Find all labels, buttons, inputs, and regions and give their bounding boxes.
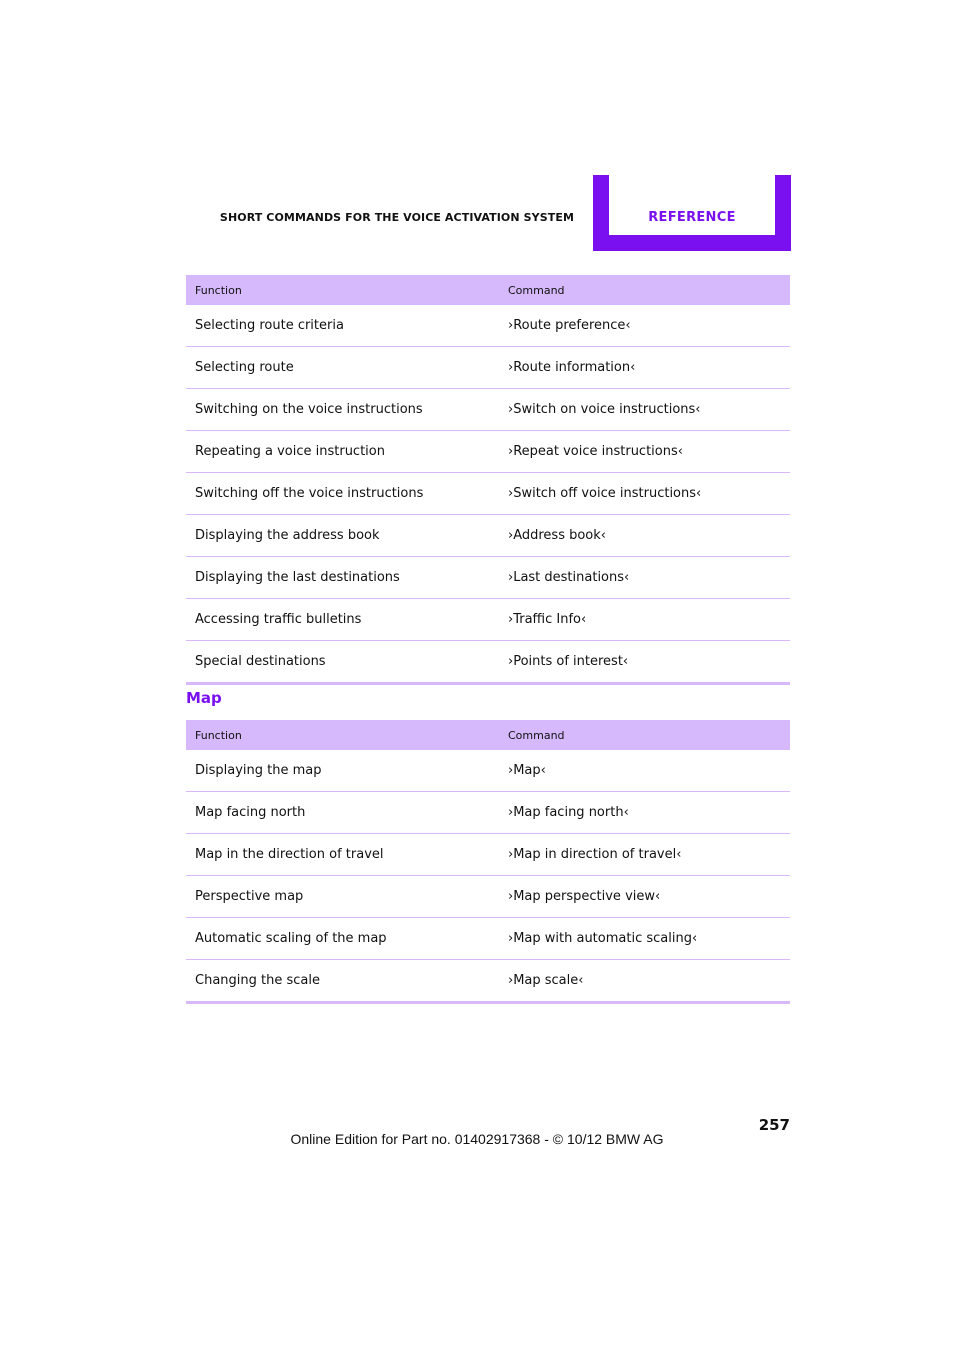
table-row [186, 305, 790, 347]
command-cell: ›Map in direction of travel‹ [499, 834, 790, 876]
command-cell: ›Points of interest‹ [499, 641, 790, 684]
section-tab-inner [609, 175, 775, 235]
command-cell: ›Map with automatic scaling‹ [499, 918, 790, 960]
table-row [186, 918, 790, 960]
navigation-commands-table [186, 275, 790, 685]
command-cell: ›Map perspective view‹ [499, 876, 790, 918]
command-cell: ›Traffic Info‹ [499, 599, 790, 641]
function-cell: Selecting route [186, 347, 499, 389]
section-tab-label: REFERENCE [648, 210, 736, 225]
command-cell: ›Switch on voice instructions‹ [499, 389, 790, 431]
command-cell: ›Map‹ [499, 750, 790, 792]
table-row [186, 750, 790, 792]
map-commands-table [186, 720, 790, 1004]
function-cell: Repeating a voice instruction [186, 431, 499, 473]
table-row [186, 557, 790, 599]
command-cell: ›Route preference‹ [499, 305, 790, 347]
table-header-row [186, 720, 790, 750]
command-cell: ›Repeat voice instructions‹ [499, 431, 790, 473]
function-cell: Changing the scale [186, 960, 499, 1003]
column-header-command: Command [499, 720, 790, 750]
command-cell: ›Route information‹ [499, 347, 790, 389]
table-row [186, 834, 790, 876]
function-cell: Perspective map [186, 876, 499, 918]
table-row [186, 876, 790, 918]
table-row [186, 792, 790, 834]
function-cell: Automatic scaling of the map [186, 918, 499, 960]
function-cell: Displaying the address book [186, 515, 499, 557]
table-row [186, 641, 790, 684]
command-cell: ›Switch off voice instructions‹ [499, 473, 790, 515]
function-cell: Switching off the voice instructions [186, 473, 499, 515]
section-title-map: Map [186, 689, 222, 707]
function-cell: Displaying the last destinations [186, 557, 499, 599]
function-cell: Accessing traffic bulletins [186, 599, 499, 641]
section-tab [593, 175, 791, 251]
table-row [186, 431, 790, 473]
table-row [186, 389, 790, 431]
function-cell: Selecting route criteria [186, 305, 499, 347]
function-cell: Map facing north [186, 792, 499, 834]
table-header-row [186, 275, 790, 305]
column-header-command: Command [499, 275, 790, 305]
command-cell: ›Map scale‹ [499, 960, 790, 1003]
running-title: SHORT COMMANDS FOR THE VOICE ACTIVATION SYSTEM [219, 211, 574, 224]
function-cell: Special destinations [186, 641, 499, 684]
table-row [186, 960, 790, 1003]
function-cell: Displaying the map [186, 750, 499, 792]
command-cell: ›Last destinations‹ [499, 557, 790, 599]
table-row [186, 347, 790, 389]
table-row [186, 599, 790, 641]
column-header-function: Function [186, 720, 499, 750]
command-cell: ›Address book‹ [499, 515, 790, 557]
table-row [186, 473, 790, 515]
command-cell: ›Map facing north‹ [499, 792, 790, 834]
table-row [186, 515, 790, 557]
edition-footer: Online Edition for Part no. 01402917368 - © 10/12 BMW AG [290, 1131, 664, 1147]
function-cell: Switching on the voice instructions [186, 389, 499, 431]
column-header-function: Function [186, 275, 499, 305]
function-cell: Map in the direction of travel [186, 834, 499, 876]
page-number: 257 [758, 1116, 790, 1134]
